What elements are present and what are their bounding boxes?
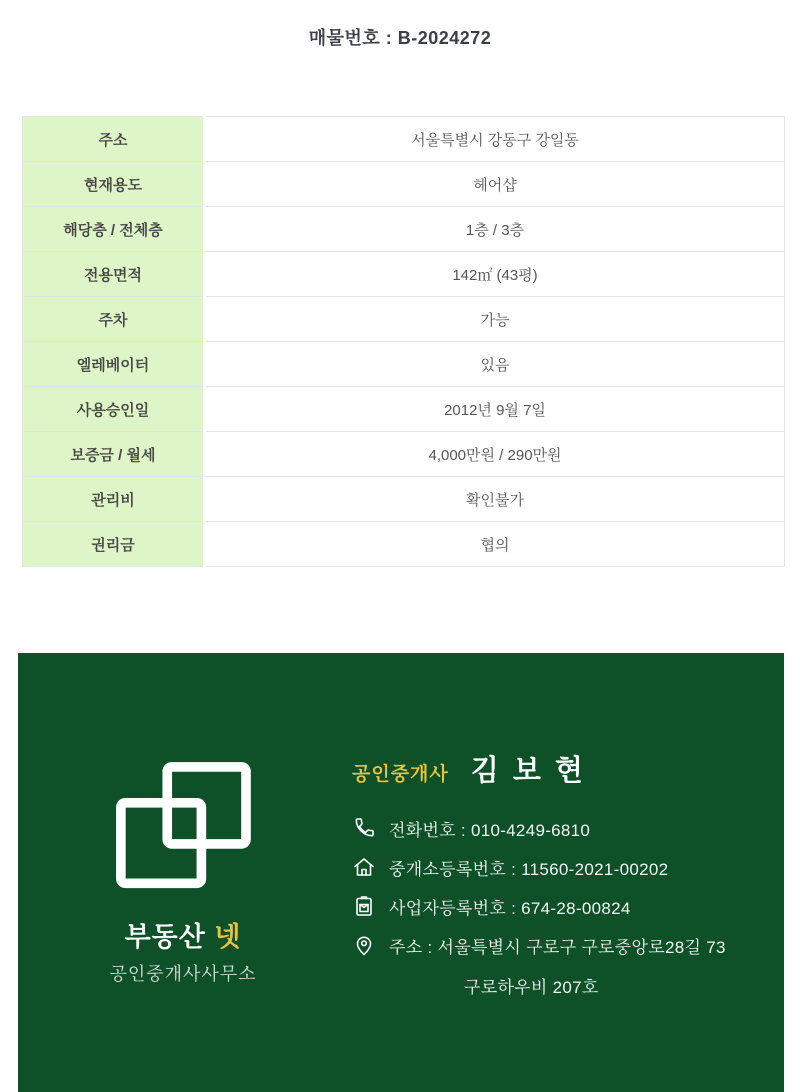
agent-name-line [352, 748, 784, 789]
location-pin-icon [352, 933, 376, 957]
agent-business-card [18, 653, 784, 1092]
row-value: 4,000만원 / 290만원 [205, 432, 785, 477]
contact-text: 주소 : 서울특별시 구로구 구로중앙로28길 73 [389, 937, 726, 957]
row-label: 사용승인일 [23, 387, 205, 432]
brand-main: 부동산 [124, 922, 206, 952]
row-label: 현재용도 [23, 162, 205, 207]
row-label: 권리금 [23, 522, 205, 567]
table-row [23, 477, 785, 522]
house-icon [352, 855, 376, 879]
agent-title-label: 공인중개사 [352, 763, 449, 785]
overlapping-squares-logo-icon [113, 759, 253, 899]
agency-logo-block [18, 653, 348, 1092]
row-value: 헤어샵 [205, 162, 785, 207]
row-value: 협의 [205, 522, 785, 567]
brand-accent: 넷 [214, 922, 242, 952]
row-label: 보증금 / 월세 [23, 432, 205, 477]
agency-subtitle: 공인중개사사무소 [109, 964, 257, 984]
agency-brand-name [125, 915, 242, 954]
row-label: 해당층 / 전체층 [23, 207, 205, 252]
table-row [23, 387, 785, 432]
row-value: 가능 [205, 297, 785, 342]
contact-text: 중개소등록번호 : 11560-2021-00202 [389, 859, 669, 879]
row-label: 엘레베이터 [23, 342, 205, 387]
contact-row-phone [352, 816, 784, 841]
table-row [23, 522, 785, 567]
row-value: 1층 / 3층 [205, 207, 785, 252]
table-row [23, 117, 785, 162]
row-value: 서울특별시 강동구 강일동 [205, 117, 785, 162]
row-value: 확인불가 [205, 477, 785, 522]
row-value: 142㎡ (43평) [205, 252, 785, 297]
row-label: 주차 [23, 297, 205, 342]
row-value: 있음 [205, 342, 785, 387]
agent-info-block [348, 653, 784, 1092]
row-label: 주소 [23, 117, 205, 162]
table-row [23, 297, 785, 342]
table-row [23, 207, 785, 252]
table-row [23, 432, 785, 477]
agent-name: 김 보 현 [470, 754, 586, 787]
row-value: 2012년 9월 7일 [205, 387, 785, 432]
contact-row-registration [352, 855, 784, 880]
address-line-2: 구로하우비 207호 [464, 977, 599, 997]
table-row [23, 342, 785, 387]
contact-row-business-number [352, 894, 784, 919]
contact-text: 전화번호 : 010-4249-6810 [389, 820, 591, 840]
contact-row-address [352, 933, 784, 958]
table-row [23, 162, 785, 207]
document-icon [352, 894, 376, 918]
table-row [23, 252, 785, 297]
page-title: 매물번호 : B-2024272 [308, 28, 492, 48]
row-label: 전용면적 [23, 252, 205, 297]
contact-text: 사업자등록번호 : 674-28-00824 [389, 898, 631, 918]
property-detail-table [22, 116, 785, 567]
phone-icon [352, 816, 376, 840]
row-label: 관리비 [23, 477, 205, 522]
